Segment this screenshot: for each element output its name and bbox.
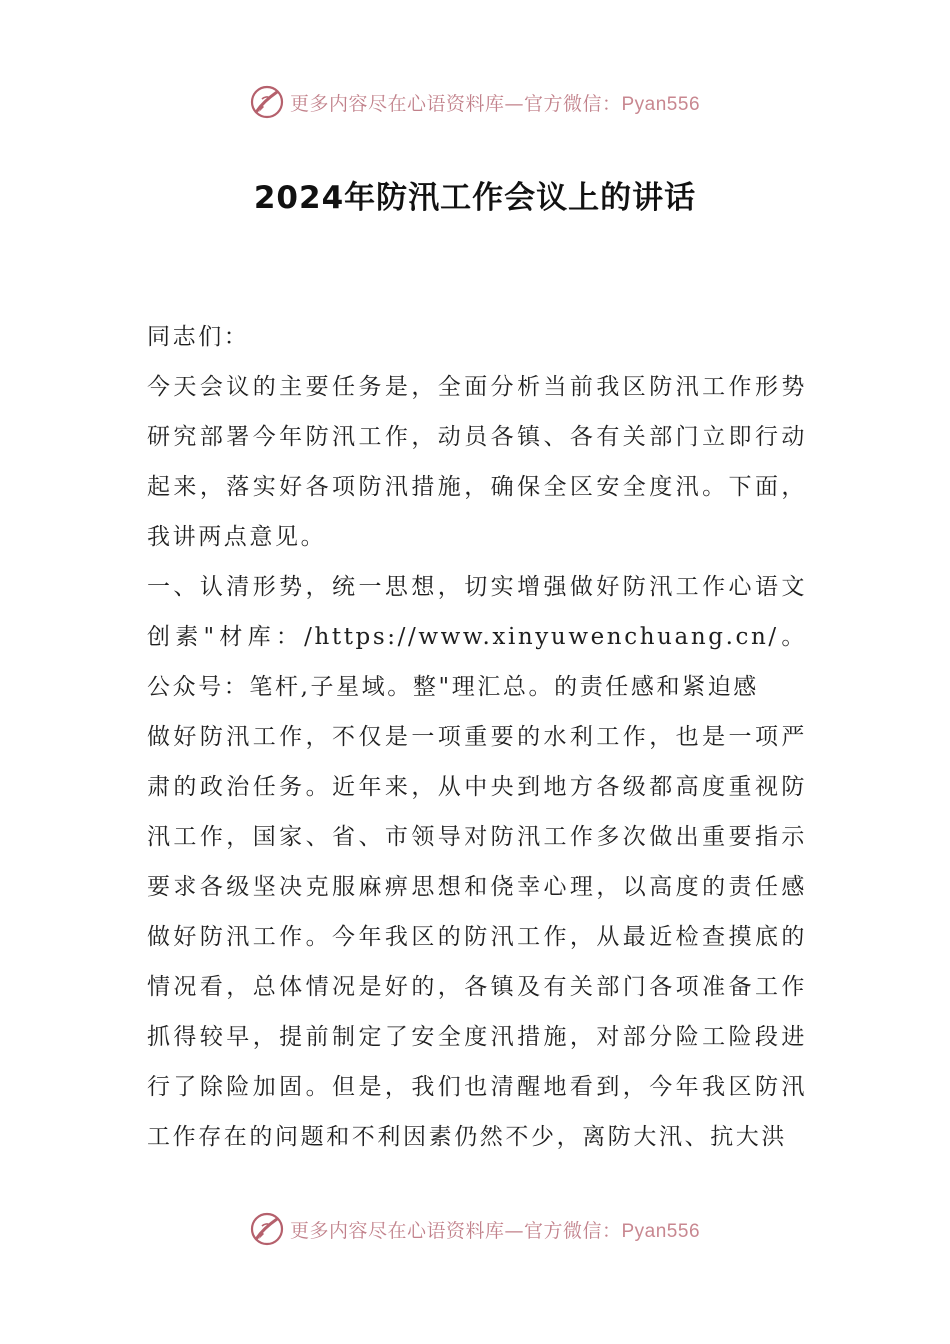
paragraph-section-body: 做好防汛工作，不仅是一项重要的水利工作，也是一项严肃的政治任务。近年来，从中央到地方各级都高度重视防汛工作，国家、省、市领导对防汛工作多次做出重要指示要求各级坚决克服麻痹思想和侥幸心理，以高度的责任感做好防汛工作。今年我区的防汛工作，从最近检查摸底的情况看，总体情况是好的，各镇及有关部门各项准备工作抓得较早，提前制定了安全度汛措施，对部分险工险段进行了除险加固。但是，我们也清醒地看到，今年我区防汛工作存在的问题和不利因素仍然不少，离防大汛、抗大洪 <box>147 724 807 1150</box>
paragraph-salutation: 同志们： <box>147 324 250 350</box>
footer-banner <box>0 1209 950 1249</box>
pen-logo-icon <box>250 1212 284 1246</box>
footer-banner-wechat: Pyan556 <box>621 1220 701 1242</box>
header-banner <box>0 82 950 122</box>
document-body <box>147 312 807 1162</box>
header-banner-wechat: Pyan556 <box>621 93 701 115</box>
header-banner-text: 更多内容尽在心语资料库—官方微信： <box>289 92 622 115</box>
pen-logo-icon <box>250 85 284 119</box>
paragraph-intro: 今天会议的主要任务是，全面分析当前我区防汛工作形势研究部署今年防汛工作，动员各镇、各有关部门立即行动起来，落实好各项防汛措施，确保全区安全度汛。下面，我讲两点意见。 <box>147 374 807 550</box>
paragraph-section-heading: 一、认清形势，统一思想，切实增强做好防汛工作心语文创素"材库：/https://www.xinyuwenchuang.cn/。公众号：笔杆,子星域。整"理汇总。的责任感和紧迫感 <box>147 574 807 700</box>
document-title: 2024年防汛工作会议上的讲话 <box>253 180 697 216</box>
footer-banner-text: 更多内容尽在心语资料库—官方微信： <box>289 1219 622 1242</box>
